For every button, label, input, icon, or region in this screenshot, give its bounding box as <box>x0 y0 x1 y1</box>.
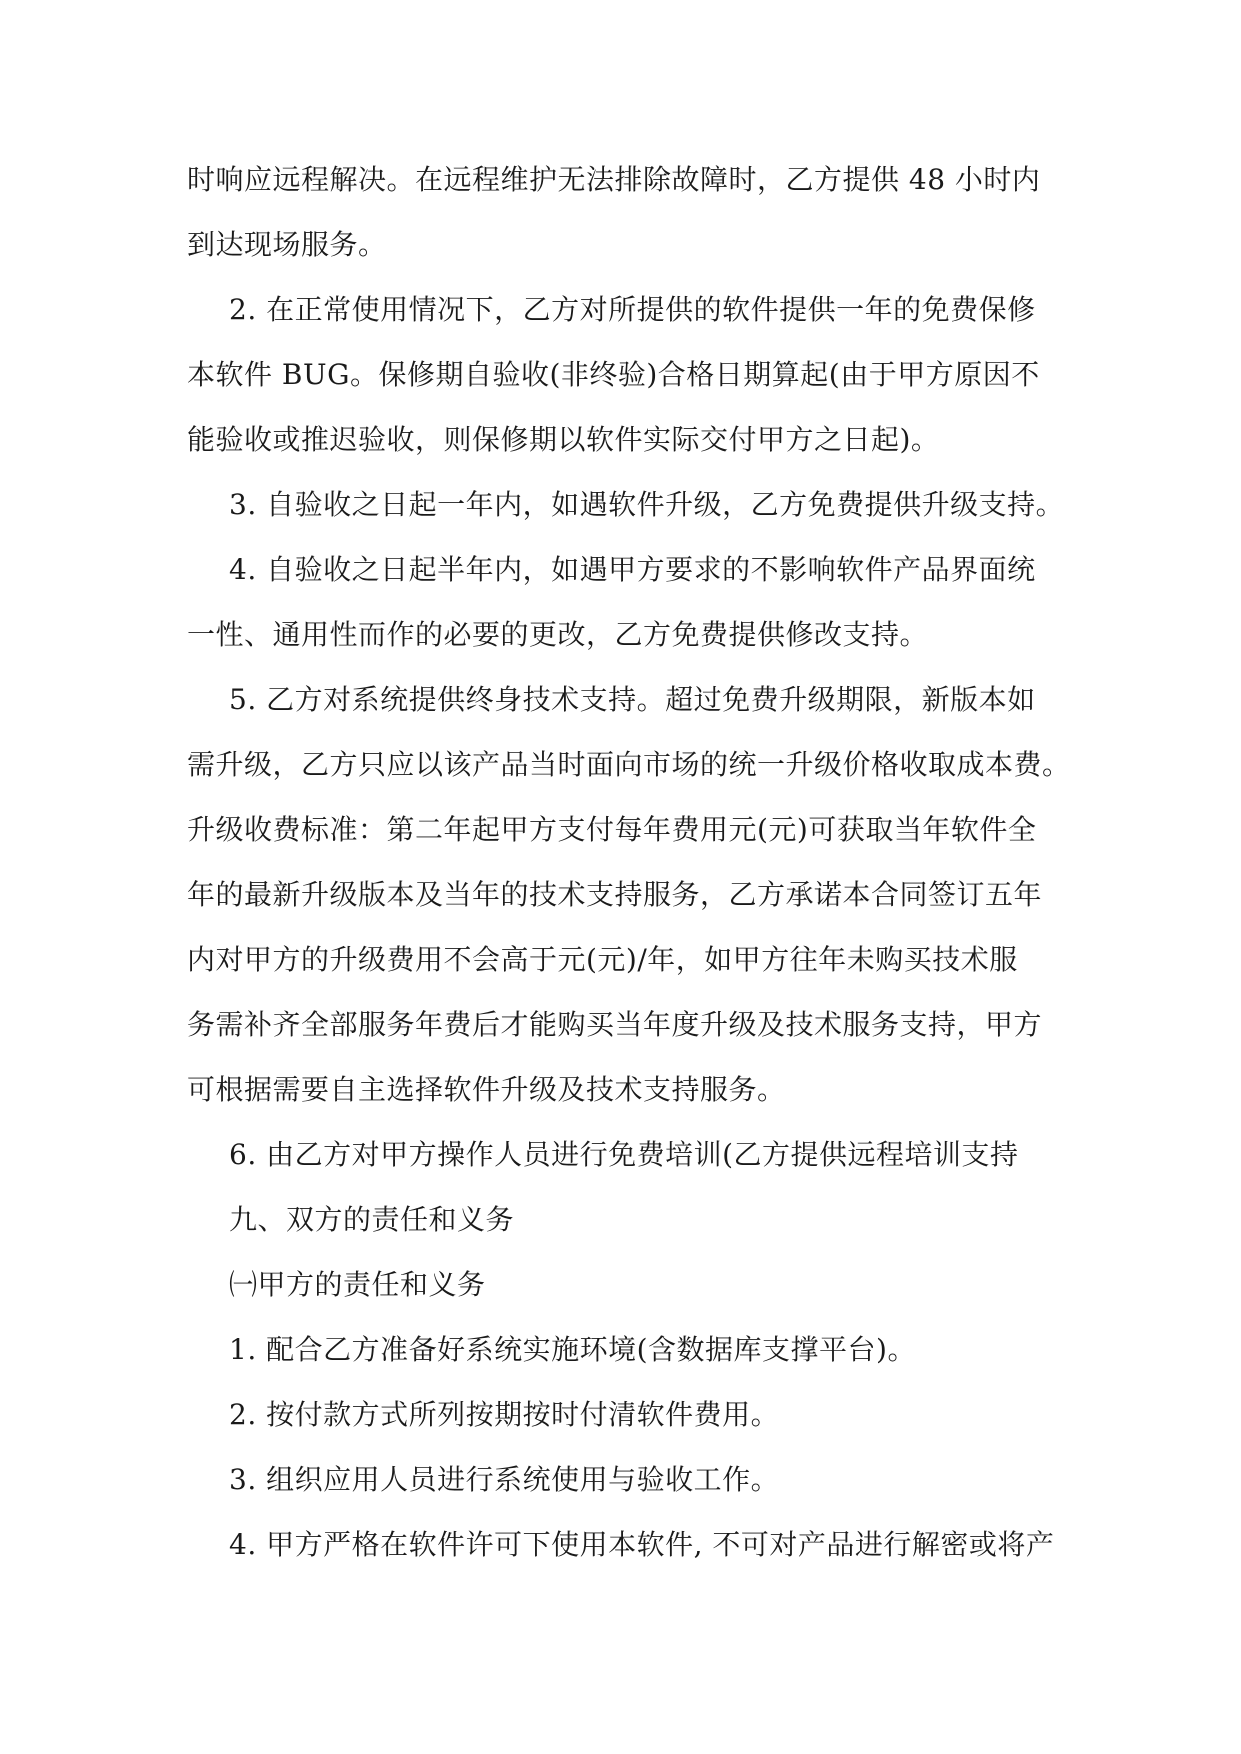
text-line: 3. 组织应用人员进行系统使用与验收工作。 <box>229 1463 780 1496</box>
text-line: 需升级，乙方只应以该产品当时面向市场的统一升级价格收取成本费。 <box>187 748 1071 781</box>
subsection-heading: ㈠甲方的责任和义务 <box>229 1268 486 1301</box>
text-line: 时响应远程解决。在远程维护无法排除故障时，乙方提供 48 小时内 <box>187 163 1041 196</box>
text-line: 务需补齐全部服务年费后才能购买当年度升级及技术服务支持，甲方 <box>187 1008 1043 1041</box>
text-line: 1. 配合乙方准备好系统实施环境(含数据库支撑平台)。 <box>229 1333 916 1366</box>
text-line: 升级收费标准：第二年起甲方支付每年费用元(元)可获取当年软件全 <box>187 813 1037 846</box>
text-line: 能验收或推迟验收，则保修期以软件实际交付甲方之日起)。 <box>187 423 940 456</box>
text-line: 3. 自验收之日起一年内，如遇软件升级，乙方免费提供升级支持。 <box>229 488 1065 521</box>
text-line: 2. 在正常使用情况下，乙方对所提供的软件提供一年的免费保修 <box>229 293 1036 326</box>
text-line: 可根据需要自主选择软件升级及技术支持服务。 <box>187 1073 786 1106</box>
text-line: 本软件 BUG。保修期自验收(非终验)合格日期算起(由于甲方原因不 <box>187 358 1040 391</box>
text-line: 到达现场服务。 <box>187 228 387 261</box>
text-line: 一性、通用性而作的必要的更改，乙方免费提供修改支持。 <box>187 618 929 651</box>
text-line: 年的最新升级版本及当年的技术支持服务，乙方承诺本合同签订五年 <box>187 878 1043 911</box>
document-body <box>187 160 1071 1590</box>
text-line: 6. 由乙方对甲方操作人员进行免费培训(乙方提供远程培训支持 <box>229 1138 1019 1171</box>
text-line: 内对甲方的升级费用不会高于元(元)/年，如甲方往年未购买技术服 <box>187 943 1018 976</box>
text-line: 2. 按付款方式所列按期按时付清软件费用。 <box>229 1398 780 1431</box>
text-line: 5. 乙方对系统提供终身技术支持。超过免费升级期限，新版本如 <box>229 683 1036 716</box>
text-line: 4. 甲方严格在软件许可下使用本软件, 不可对产品进行解密或将产 <box>229 1528 1055 1561</box>
section-heading: 九、双方的责任和义务 <box>229 1203 515 1236</box>
text-line: 4. 自验收之日起半年内，如遇甲方要求的不影响软件产品界面统 <box>229 553 1036 586</box>
